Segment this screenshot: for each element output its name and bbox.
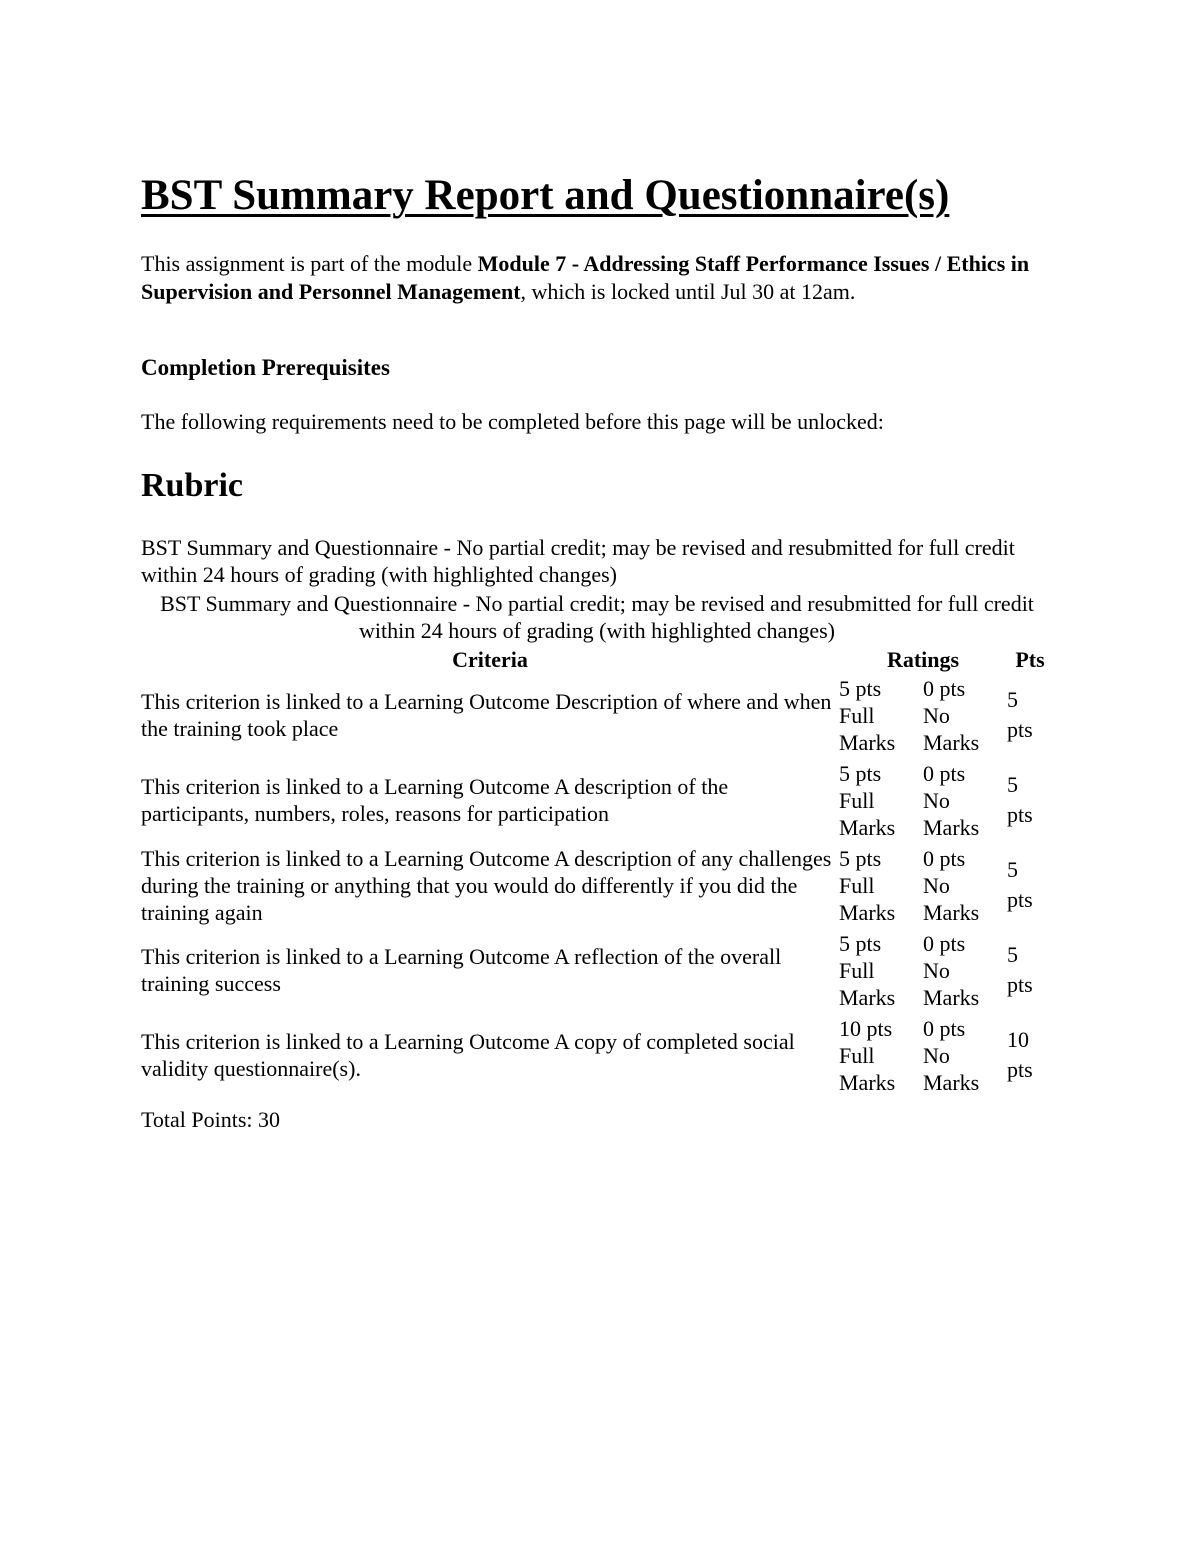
intro-prefix: This assignment is part of the module (141, 250, 478, 276)
module-intro (141, 250, 1053, 306)
rating-none-label: No Marks (923, 872, 980, 925)
rubric-caption: BST Summary and Questionnaire - No partial credit; may be revised and resubmitted for full credit within 24 hours of grading (with highlighted changes) (160, 590, 1034, 643)
rating-none-cell (923, 845, 1007, 930)
rating-none-label: No Marks (923, 787, 980, 840)
pts-value: 5 (1007, 772, 1018, 798)
rating-none-pts: 0 pts (923, 1015, 966, 1041)
rating-none-label: No Marks (923, 957, 980, 1010)
rating-none-pts: 0 pts (923, 760, 966, 786)
rating-full-pts: 5 pts (839, 930, 882, 956)
pts-cell (1007, 675, 1053, 760)
total-points: Total Points: 30 (141, 1106, 281, 1132)
pts-value: 5 (1007, 857, 1018, 883)
rating-none-label: No Marks (923, 1042, 980, 1095)
table-row (141, 760, 1053, 845)
rating-full-cell (839, 1015, 923, 1100)
pts-header: Pts (1015, 646, 1045, 672)
table-row (141, 1015, 1053, 1100)
rating-full-cell (839, 930, 923, 1015)
rating-full-cell (839, 675, 923, 760)
rubric-table (141, 646, 1053, 1100)
rating-none-cell (923, 675, 1007, 760)
pts-cell (1007, 760, 1053, 845)
table-row (141, 930, 1053, 1015)
rubric-description: BST Summary and Questionnaire - No partial credit; may be revised and resubmitted for full credit within 24 hours of grading (with highlighted changes) (141, 534, 1015, 587)
rating-none-cell (923, 930, 1007, 1015)
pts-cell (1007, 845, 1053, 930)
page-title: BST Summary Report and Questionnaire(s) (141, 172, 950, 219)
table-row (141, 675, 1053, 760)
rating-full-label: Full Marks (839, 702, 896, 755)
rating-full-label: Full Marks (839, 1042, 896, 1095)
rating-full-pts: 5 pts (839, 760, 882, 786)
document-page (141, 170, 1053, 1134)
rating-full-label: Full Marks (839, 957, 896, 1010)
rating-full-label: Full Marks (839, 872, 896, 925)
criterion-cell: This criterion is linked to a Learning Outcome Description of where and when the training took place (141, 689, 832, 742)
rubric-header-row (141, 646, 1053, 675)
rating-full-pts: 5 pts (839, 845, 882, 871)
rating-full-cell (839, 760, 923, 845)
table-row (141, 845, 1053, 930)
pts-unit: pts (1007, 1057, 1033, 1083)
rating-none-cell (923, 760, 1007, 845)
pts-unit: pts (1007, 802, 1033, 828)
pts-unit: pts (1007, 972, 1033, 998)
rating-none-pts: 0 pts (923, 930, 966, 956)
pts-value: 5 (1007, 942, 1018, 968)
pts-unit: pts (1007, 887, 1033, 913)
criterion-cell: This criterion is linked to a Learning Outcome A description of the participants, numbers, roles, reasons for participation (141, 774, 729, 827)
pts-value: 10 (1007, 1027, 1029, 1053)
rating-none-cell (923, 1015, 1007, 1100)
intro-suffix: , which is locked until Jul 30 at 12am. (520, 278, 856, 304)
pts-value: 5 (1007, 687, 1018, 713)
criterion-cell: This criterion is linked to a Learning Outcome A copy of completed social validity questionnaire(s). (141, 1029, 795, 1082)
rating-none-pts: 0 pts (923, 675, 966, 701)
prerequisites-heading: Completion Prerequisites (141, 354, 390, 380)
module-name: Module 7 - Addressing Staff Performance Issues / Ethics in Supervision and Personnel Management (141, 250, 1030, 304)
rating-none-pts: 0 pts (923, 845, 966, 871)
rating-full-pts: 10 pts (839, 1015, 893, 1041)
pts-cell (1007, 930, 1053, 1015)
pts-unit: pts (1007, 717, 1033, 743)
rating-full-pts: 5 pts (839, 675, 882, 701)
rating-full-label: Full Marks (839, 787, 896, 840)
prerequisites-text: The following requirements need to be completed before this page will be unlocked: (141, 408, 884, 434)
rating-none-label: No Marks (923, 702, 980, 755)
criteria-header: Criteria (452, 646, 528, 672)
ratings-header: Ratings (886, 646, 960, 672)
rating-full-cell (839, 845, 923, 930)
criterion-cell: This criterion is linked to a Learning Outcome A description of any challenges during the training or anything that you would do differently if you did the training again (141, 845, 832, 925)
rubric-heading: Rubric (141, 466, 243, 504)
pts-cell (1007, 1015, 1053, 1100)
criterion-cell: This criterion is linked to a Learning Outcome A reflection of the overall training success (141, 944, 782, 997)
